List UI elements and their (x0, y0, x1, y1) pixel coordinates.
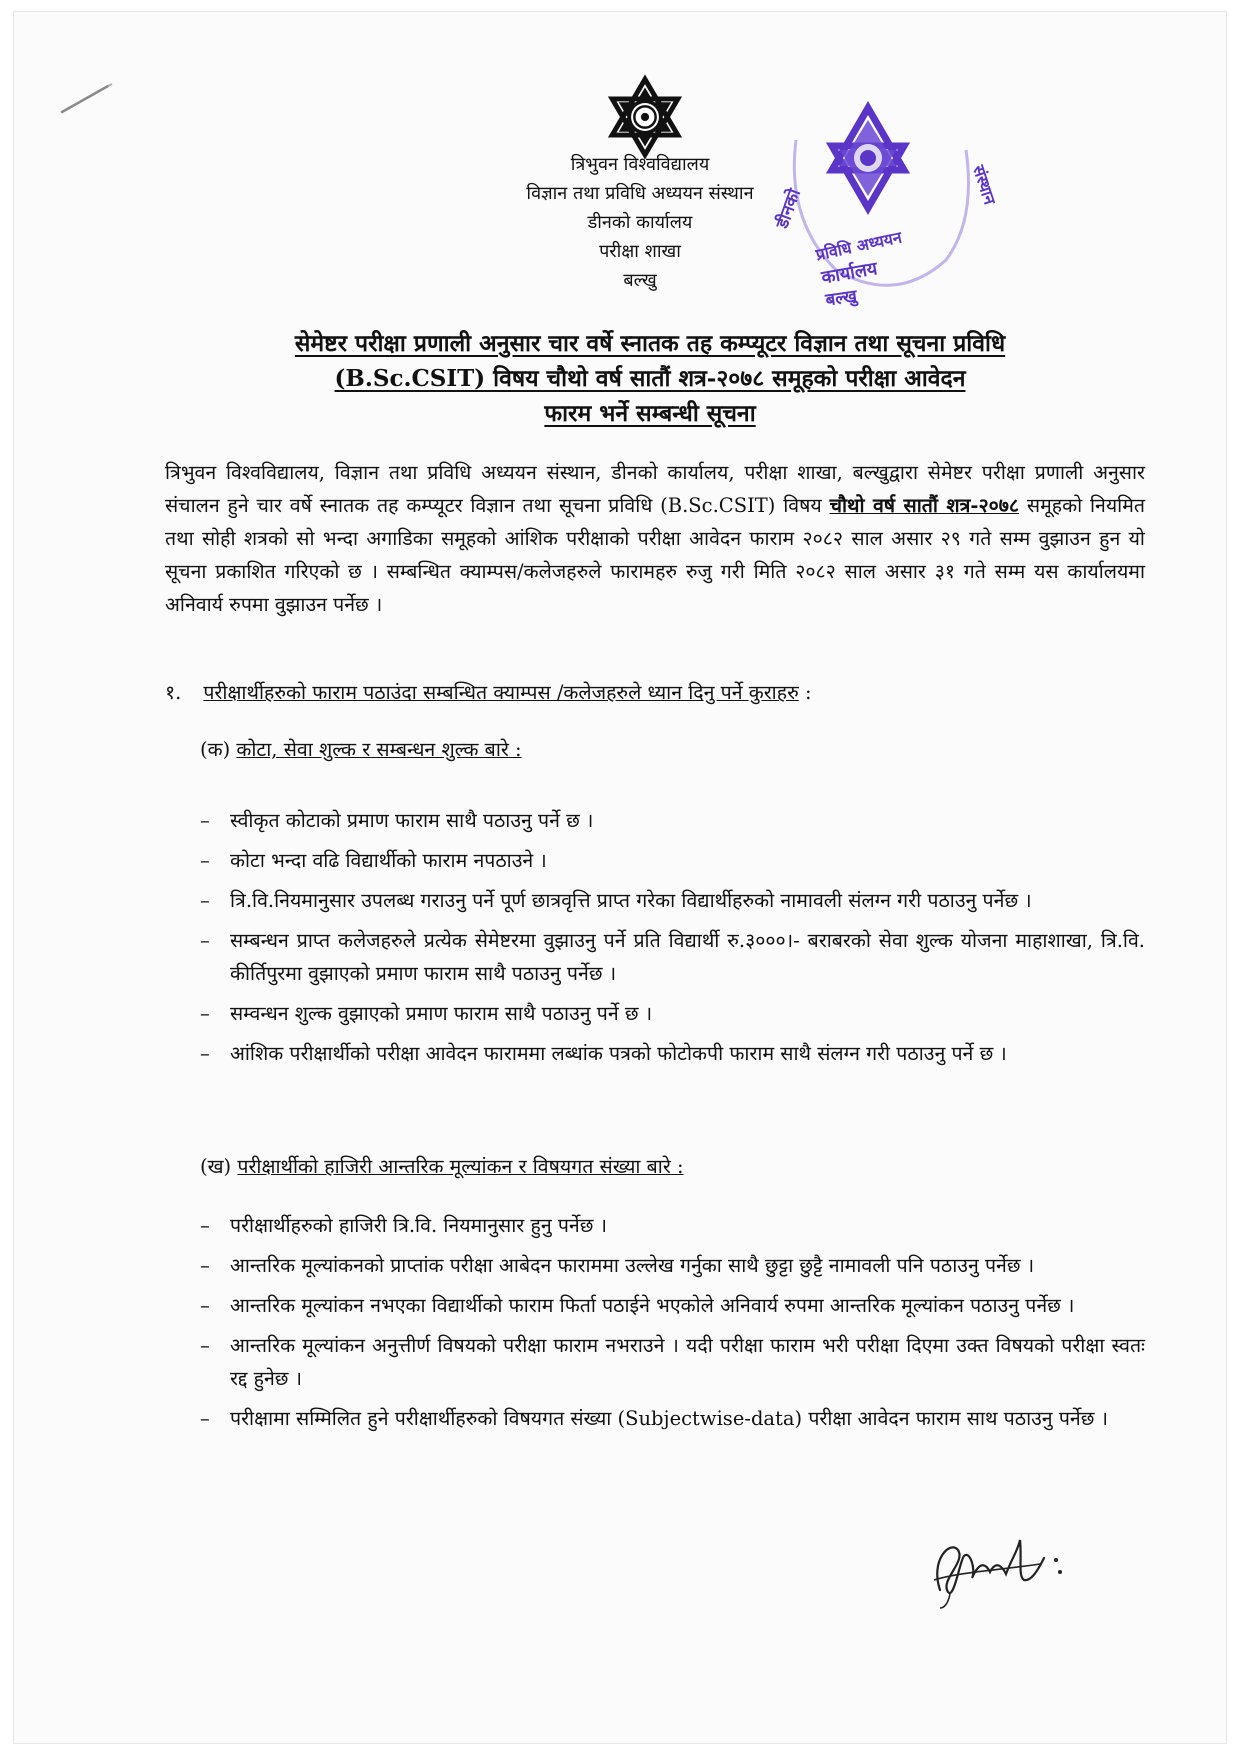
subsection-ka-heading (200, 735, 522, 765)
intro-text-2: समूहको नियमित तथा सोही शत्रको सो भन्दा अगाडिका समूहको आंशिक परीक्षाको परीक्षा आवेदन फाराम २०८२ साल असार २९ गते सम्म वुझाउन हुन यो सूचना प्रकाशित गरिएको छ । सम्बन्धित क्याम्पस/कलेजहरुले फारामहरु रुजु गरी मिति २०८२ साल असार ३१ गते सम्म यस कार्यालयमा अनिवार्य रुपमा वुझाउन पर्नेछ । (165, 494, 1145, 616)
subsection-kha-item-text: परीक्षार्थीहरुको हाजिरी त्रि.वि. नियमानुसार हुनु पर्नेछ । (230, 1214, 607, 1237)
subsection-ka-item-text: त्रि.वि.नियमानुसार उपलब्ध गराउनु पर्ने पूर्ण छात्रवृत्ति प्राप्त गरेका विद्यार्थीहरुको नामावली संलग्न गरी पठाउनु पर्नेछ । (230, 889, 1032, 912)
office-header (490, 150, 790, 295)
office-location: बल्खु (623, 270, 657, 291)
svg-text:डीनको: डीनको (772, 186, 806, 232)
bullet-dash: – (200, 1214, 210, 1237)
bullet-dash: – (200, 1407, 210, 1430)
bullet-dash: – (200, 1002, 210, 1025)
subsection-kha-title: परीक्षार्थीको हाजिरी आन्तरिक मूल्यांकन र विषयगत संख्या बारे : (237, 1155, 684, 1178)
bullet-dash: – (200, 1334, 210, 1357)
subsection-ka-item (200, 844, 1145, 877)
subsection-ka-item-text: सम्बन्धन प्राप्त कलेजहरुले प्रत्येक सेमेष्टरमा वुझाउनु पर्ने प्रति विद्यार्थी रु.३०००।- बराबरको सेवा शुल्क योजना माहाशाखा, त्रि.वि. कीर्तिपुरमा वुझाएको प्रमाण फाराम साथै पठाउनु पर्नेछ । (230, 929, 1145, 985)
exam-section-name: परीक्षा शाखा (599, 241, 681, 262)
subsection-ka-item (200, 884, 1145, 917)
svg-text:प्रविधि अध्ययन: प्रविधि अध्ययन (813, 227, 904, 265)
subsection-kha-item (200, 1402, 1145, 1435)
office-seal-stamp (772, 100, 1000, 311)
subsection-kha-item (200, 1209, 1145, 1242)
svg-text:बल्खु: बल्खु (824, 286, 859, 311)
subsection-ka-list (200, 804, 1145, 1077)
bullet-dash: – (200, 1254, 210, 1277)
section-1-heading (165, 678, 1145, 708)
subsection-kha-item-text: आन्तरिक मूल्यांकनको प्राप्तांक परीक्षा आबेदन फाराममा उल्लेख गर्नुका साथै छुट्टा छुट्टै नामावली पनि पठाउनु पर्नेछ । (230, 1254, 1035, 1277)
intro-paragraph (165, 456, 1145, 621)
subsection-kha-heading (200, 1152, 684, 1182)
subsection-ka-item (200, 924, 1145, 990)
section-number: १. (165, 681, 182, 704)
title-line-2: (B.Sc.CSIT) विषय चौथो वर्ष सातौं शत्र-२०७८ समूहको परीक्षा आवेदन (334, 365, 966, 392)
subsection-kha-item (200, 1249, 1145, 1282)
intro-text-1: त्रिभुवन विश्वविद्यालय, विज्ञान तथा प्रविधि अध्ययन संस्थान, डीनको कार्यालय, परीक्षा शाखा, बल्खुद्वारा सेमेष्टर परीक्षा प्रणाली अनुसार संचालन हुने चार वर्षे स्नातक तह कम्प्यूटर विज्ञान तथा सूचना प्रविधि (B.Sc.CSIT) विषय (165, 461, 1145, 517)
university-emblem-icon (604, 76, 686, 158)
subsection-kha-item (200, 1329, 1145, 1395)
subsection-ka-item (200, 997, 1145, 1030)
staple-mark (58, 78, 118, 118)
title-line-1: सेमेष्टर परीक्षा प्रणाली अनुसार चार वर्षे स्नातक तह कम्प्यूटर विज्ञान तथा सूचना प्रविधि (294, 330, 1006, 357)
subsection-ka-marker: (क) (200, 738, 231, 761)
subsection-ka-item (200, 804, 1145, 837)
subsection-kha-marker: (ख) (200, 1155, 232, 1178)
subsection-ka-item-text: सम्वन्धन शुल्क वुझाएको प्रमाण फाराम साथै पठाउनु पर्ने छ । (230, 1002, 653, 1025)
subsection-ka-item (200, 1037, 1145, 1070)
bullet-dash: – (200, 849, 210, 872)
subsection-kha-item (200, 1289, 1145, 1322)
notice-title (160, 326, 1140, 431)
section-heading-colon: : (804, 681, 812, 704)
official-signature (920, 1520, 1080, 1610)
subsection-kha-item-text: आन्तरिक मूल्यांकन अनुत्तीर्ण विषयको परीक्षा फाराम नभराउने । यदी परीक्षा फाराम भरी परीक्षा दिएमा उक्त विषयको परीक्षा स्वतः रद्द हुनेछ । (230, 1334, 1145, 1390)
institute-name: विज्ञान तथा प्रविधि अध्ययन संस्थान (526, 183, 754, 204)
title-line-3: फारम भर्ने सम्बन्धी सूचना (544, 400, 756, 427)
subsection-ka-title: कोटा, सेवा शुल्क र सम्बन्धन शुल्क बारे : (236, 738, 522, 761)
svg-text:संस्थान: संस्थान (969, 162, 1000, 207)
bullet-dash: – (200, 809, 210, 832)
bullet-dash: – (200, 1042, 210, 1065)
subsection-ka-item-text: आंशिक परीक्षार्थीको परीक्षा आवेदन फाराममा लब्धांक पत्रको फोटोकपी फाराम साथै संलग्न गरी पठाउनु पर्ने छ । (230, 1042, 1007, 1065)
subsection-kha-item-text: आन्तरिक मूल्यांकन नभएका विद्यार्थीको फाराम फिर्ता पठाईने भएकोले अनिवार्य रुपमा आन्तरिक मूल्यांकन पठाउनु पर्नेछ । (230, 1294, 1075, 1317)
intro-highlight: चौथो वर्ष सातौं शत्र-२०७८ (829, 494, 1020, 517)
subsection-ka-item-text: स्वीकृत कोटाको प्रमाण फाराम साथै पठाउनु पर्ने छ । (230, 809, 594, 832)
bullet-dash: – (200, 889, 210, 912)
university-name: त्रिभुवन विश्वविद्यालय (570, 154, 710, 175)
subsection-ka-item-text: कोटा भन्दा वढि विद्यार्थीको फाराम नपठाउने । (230, 849, 547, 872)
bullet-dash: – (200, 1294, 210, 1317)
svg-text:कार्यालय: कार्यालय (819, 258, 879, 289)
subsection-kha-list (200, 1209, 1145, 1442)
dean-office-name: डीनको कार्यालय (587, 212, 693, 233)
subsection-kha-item-text: परीक्षामा सम्मिलित हुने परीक्षार्थीहरुको विषयगत संख्या (Subjectwise-data) परीक्षा आवेदन फाराम साथ पठाउनु पर्नेछ । (230, 1407, 1108, 1430)
section-heading-text: परीक्षार्थीहरुको फाराम पठाउंदा सम्बन्धित क्याम्पस /कलेजहरुले ध्यान दिनु पर्ने कुराहरु (203, 681, 799, 704)
bullet-dash: – (200, 929, 210, 952)
